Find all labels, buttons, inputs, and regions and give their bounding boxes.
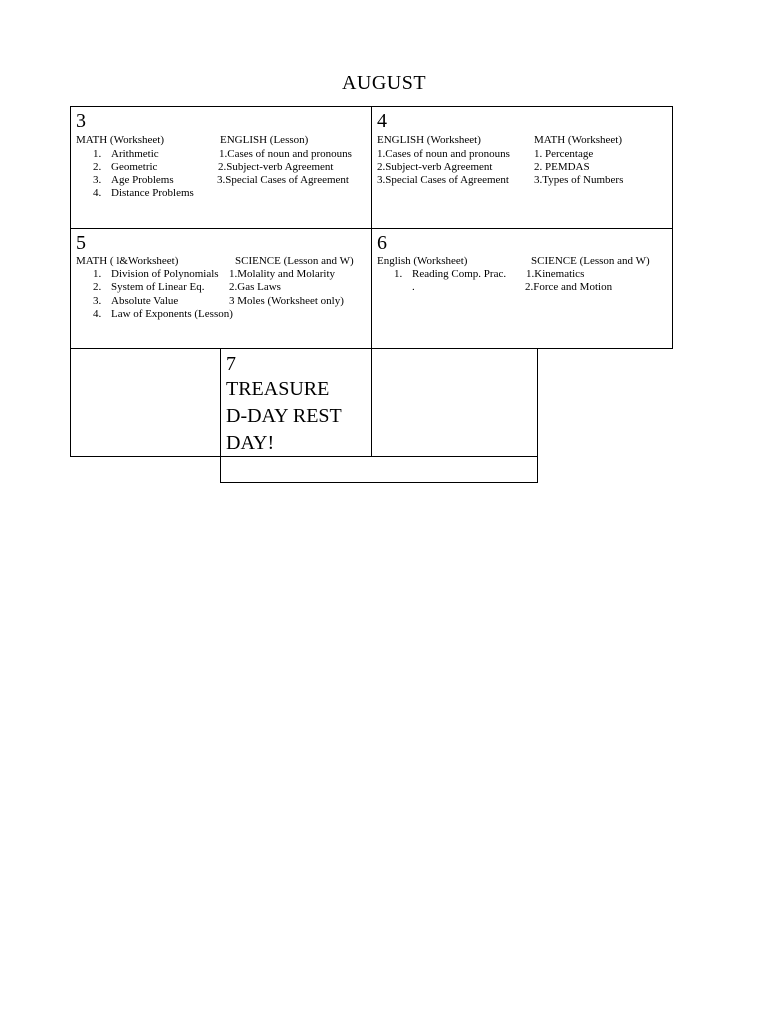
month-title: AUGUST bbox=[341, 72, 427, 94]
list-item: 1.Kinematics bbox=[526, 268, 585, 280]
list-item: 3.Special Cases of Agreement bbox=[377, 174, 509, 186]
list-item: Arithmetic bbox=[111, 148, 159, 160]
list-number: 1. bbox=[93, 148, 102, 160]
event-line: DAY! bbox=[226, 432, 275, 454]
list-item: 2. PEMDAS bbox=[534, 161, 590, 173]
list-number: 4. bbox=[93, 187, 102, 199]
list-item: Age Problems bbox=[111, 174, 174, 186]
empty-bottom-strip bbox=[220, 456, 538, 483]
science-heading: SCIENCE (Lesson and W) bbox=[235, 255, 354, 267]
list-item: 1.Cases of noun and pronouns bbox=[219, 148, 352, 160]
list-item: 2.Subject-verb Agreement bbox=[377, 161, 493, 173]
list-item: 2.Gas Laws bbox=[229, 281, 281, 293]
list-item: 3.Special Cases of Agreement bbox=[217, 174, 349, 186]
list-item: Distance Problems bbox=[111, 187, 194, 199]
day-number: 6 bbox=[377, 232, 387, 254]
list-item: 3.Types of Numbers bbox=[534, 174, 624, 186]
list-number: 2. bbox=[93, 281, 102, 293]
day-cell-5 bbox=[70, 228, 372, 349]
list-number: 3. bbox=[93, 174, 102, 186]
empty-cell-left bbox=[70, 348, 221, 457]
stray-dot: . bbox=[412, 281, 415, 293]
list-item: Division of Polynomials bbox=[111, 268, 219, 280]
science-heading: SCIENCE (Lesson and W) bbox=[531, 255, 650, 267]
empty-cell-right bbox=[371, 348, 538, 457]
list-item: 1.Molality and Molarity bbox=[229, 268, 336, 280]
day-cell-4 bbox=[371, 106, 673, 229]
list-item: 2.Subject-verb Agreement bbox=[218, 161, 334, 173]
list-number: 1. bbox=[93, 268, 102, 280]
english-heading: English (Worksheet) bbox=[377, 255, 468, 267]
english-heading: ENGLISH (Lesson) bbox=[220, 134, 309, 146]
list-item: Reading Comp. Prac. bbox=[412, 268, 507, 280]
list-item: Law of Exponents (Lesson) bbox=[111, 308, 233, 320]
list-item: Absolute Value bbox=[111, 295, 179, 307]
list-item: System of Linear Eq. bbox=[111, 281, 205, 293]
list-item: Geometric bbox=[111, 161, 158, 173]
math-heading: MATH ( l&Worksheet) bbox=[76, 255, 179, 267]
list-number: 2. bbox=[93, 161, 102, 173]
list-item: 1. Percentage bbox=[534, 148, 594, 160]
event-line: D-DAY REST bbox=[226, 405, 342, 427]
day-number: 4 bbox=[377, 110, 387, 132]
list-number: 1. bbox=[394, 268, 403, 280]
list-item: 1.Cases of noun and pronouns bbox=[377, 148, 510, 160]
event-line: TREASURE bbox=[226, 378, 330, 400]
list-number: 4. bbox=[93, 308, 102, 320]
math-heading: MATH (Worksheet) bbox=[76, 134, 165, 146]
english-heading: ENGLISH (Worksheet) bbox=[377, 134, 481, 146]
list-item: 3 Moles (Worksheet only) bbox=[229, 295, 344, 307]
day-number: 7 bbox=[226, 353, 236, 375]
list-number: 3. bbox=[93, 295, 102, 307]
day-number: 5 bbox=[76, 232, 86, 254]
day-cell-3 bbox=[70, 106, 372, 229]
day-cell-7 bbox=[220, 348, 372, 457]
math-heading: MATH (Worksheet) bbox=[534, 134, 623, 146]
list-item: 2.Force and Motion bbox=[525, 281, 613, 293]
day-cell-6 bbox=[371, 228, 673, 349]
day-number: 3 bbox=[76, 110, 86, 132]
